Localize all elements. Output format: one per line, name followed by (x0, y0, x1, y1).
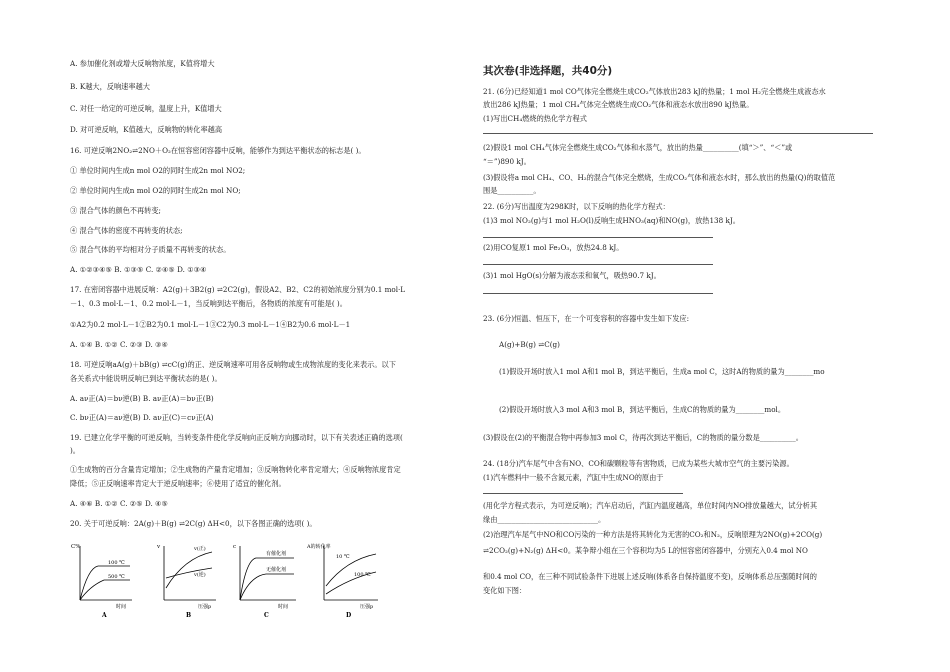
text-line: (3)1 mol HgO(s)分解为液态汞和氧气，吸热90.7 kJ。 (483, 271, 661, 280)
fig-b-xlabel: 压强p (198, 604, 212, 610)
text-line: (1)写出CH₄燃烧的热化学方程式 (483, 114, 587, 123)
answer-options: A. aν正(A)＝bν逆(B) B. aν正(A)＝bν正(B) (70, 394, 214, 403)
answer-blank (483, 485, 683, 497)
text-line: 缘由____________________________。 (483, 515, 606, 524)
fig-a-ylabel: C% (71, 544, 81, 550)
answer-blank (483, 285, 713, 297)
answer-options: A. ④⑥ B. ①② C. ②⑤ D. ④⑤ (70, 499, 168, 508)
fig-d-xlabel: 压强p (360, 604, 374, 610)
figure-c (230, 538, 305, 618)
question-20: 20. 关于可逆反响：2A(g)＋B(g) ⇌2C(g) ΔH<0，以下各图正确的选项( )。 (70, 519, 317, 528)
text-line: ② 单位时间内生成n mol O2的同时生成2n mol NO; (70, 186, 241, 195)
text-line: A. 参加催化剂或增大反响物浓度，K值将增大 (70, 59, 215, 68)
text-line: ⇌2CO₂(g)+N₂(g) ΔH<0。某争辩小组在三个容积均为5 L的恒容密闭容器中，分别充入0.4 mol NO (483, 546, 808, 555)
text-line: 放出286 kJ热量；1 mol CH₄气体完全燃烧生成CO₂气体和液态水放出890 kJ热量。 (483, 100, 754, 109)
fig-d-t2: 100 ℃ (354, 572, 371, 578)
text-line: (1)3 mol NO₂(g)与1 mol H₂O(l)反响生成HNO₃(aq)和NO(g)，放热138 kJ。 (483, 216, 740, 225)
fig-c-ylabel: c (233, 544, 237, 550)
text-line: B. K越大，反响速率越大 (70, 82, 150, 91)
figure-b (154, 538, 224, 618)
text-line: ① 单位时间内生成n mol O2的同时生成2n mol NO2; (70, 166, 246, 175)
fig-b-ylabel: v (157, 544, 161, 550)
fig-a-xlabel: 时间 (116, 604, 127, 610)
text-line: (2)假设开场时放入3 mol A和3 mol B，到达平衡后，生成C的物质的量为________mol。 (499, 405, 786, 414)
answer-blank (483, 229, 713, 241)
question-17: 17. 在密闭容器中进展反响：A2(g)＋3B2(g) ⇌2C2(g)，假设A2、B2、C2的初始浓度分别为0.1 mol·L (70, 285, 406, 294)
fig-d-t1: 10 ℃ (336, 554, 350, 560)
text-line: (3)假设在(2)的平衡混合物中再参加3 mol C，待再次到达平衡后，C的物质的量分数是__________。 (483, 433, 803, 442)
answer-blank (483, 125, 873, 137)
figure-d (306, 538, 386, 618)
answer-options: A. ①④ B. ①② C. ②③ D. ③④ (70, 340, 168, 349)
answer-options: A. ①②③④⑤ B. ①③⑤ C. ②④⑤ D. ①③④ (70, 265, 207, 274)
text-line: (用化学方程式表示，为可逆反响)；汽车启动后，汽缸内温度越高，单位时间内NO排放量越大，试分析其 (483, 501, 818, 510)
text-line: (2)用CO复原1 mol Fe₂O₃，放热24.8 kJ。 (483, 243, 624, 252)
text-line: (2)假设1 mol CH₄气体完全燃烧生成CO₂气体和水蒸气，放出的热量__________(填“＞”、“＜”或 (483, 143, 793, 152)
fig-c-xlabel: 时间 (278, 604, 289, 610)
equation: A(g)+B(g) ⇌C(g) (499, 340, 560, 349)
text-line: －1、0.3 mol·L－1、0.2 mol·L－1，当反响到达平衡后，各物质的浓度有可能是( )。 (70, 299, 347, 308)
question-21: 21. (6分)已经知道1 mol CO气体完全燃烧生成CO₂气体放出283 kJ的热量；1 mol H₂完全燃烧生成液态水 (483, 87, 826, 96)
text-line: (1)汽车燃料中一般不含氮元素，汽缸中生成NO的原由于 (483, 473, 664, 482)
fig-a-t1: 100 ℃ (108, 560, 125, 566)
answer-options: C. bν正(A)＝aν逆(B) D. aν正(C)＝cν正(A) (70, 413, 214, 422)
text-line: (3)假设将a mol CH₄、CO、H₂的混合气体完全燃烧，生成CO₂气体和液态水时，那么放出的热量(Q)的取值范 (483, 173, 836, 182)
question-16: 16. 可逆反响2NO₂⇌2NO＋O₂在恒容密闭容器中反响，能够作为到达平衡状态的标志是( )。 (70, 146, 366, 155)
text-line: ①A2为0.2 mol·L－1②B2为0.1 mol·L－1③C2为0.3 mol·L－1④B2为0.6 mol·L－1 (70, 320, 351, 329)
fig-c-label: C (264, 612, 269, 618)
text-line: (2)治理汽车尾气中NO和CO污染的一种方法是将其转化为无害的CO₂和N₂，反响原理为2NO(g)+2CO(g) (483, 530, 823, 539)
fig-d-label: D (346, 612, 352, 618)
question-22: 22. (6分)写出温度为298K时，以下反响的热化学方程式： (483, 202, 670, 211)
text-line: 围是__________。 (483, 186, 541, 195)
text-line: 变化如下图： (483, 586, 527, 595)
fig-a-t2: 500 ℃ (108, 574, 125, 580)
section-title: 其次卷(非选择题，共40分) (483, 65, 613, 77)
fig-b-v2: v(逆) (194, 572, 206, 578)
figure-a (70, 538, 140, 618)
text-line: D. 对可逆反响，K值越大，反响物的转化率越高 (70, 125, 223, 134)
text-line: )。 (70, 446, 80, 455)
question-23: 23. (6分)恒温、恒压下，在一个可变容积的容器中发生如下发应: (483, 314, 690, 323)
text-line: C. 对任一给定的可逆反响，温度上升，K值增大 (70, 104, 222, 113)
text-line: 各关系式中能说明反响已到达平衡状态的是( )。 (70, 374, 222, 383)
text-line: (1)假设开场时放入1 mol A和1 mol B，到达平衡后，生成a mol C，这时A的物质的量为________mo (499, 367, 825, 376)
question-20-figures (70, 538, 462, 628)
fig-a-label: A (102, 612, 107, 618)
question-18: 18. 可逆反响aA(g)＋bB(g) ⇌cC(g)的正、逆反响速率可用各反响物或生成物浓度的变化来表示。以下 (70, 360, 396, 369)
fig-b-label: B (186, 612, 192, 618)
text-line: ⑤ 混合气体的平均相对分子质量不再转变的状态。 (70, 245, 231, 254)
fig-b-v1: v(正) (194, 546, 206, 552)
text-line: 降低；⑤正反响速率肯定大于逆反响速率；⑥使用了适宜的催化剂。 (70, 479, 286, 488)
question-24: 24. (18分)汽车尾气中含有NO、CO和碳颗粒等有害物质，已成为某些大城市空气的主要污染源。 (483, 459, 794, 468)
text-line: ④ 混合气体的密度不再转变的状态; (70, 226, 183, 235)
question-19: 19. 已建立化学平衡的可逆反响，当转变条件使化学反响向正反响方向挪动时，以下有关表述正确的选项( (70, 433, 403, 442)
text-line: 和0.4 mol CO，在三种不同试验条件下进展上述反响(体系各自保持温度不变)，反响体系总压强随时间的 (483, 572, 817, 581)
text-line: ①生成物的百分含量肯定增加；②生成物的产量肯定增加；③反响物转化率肯定增大；④反响物浓度肯定 (70, 465, 401, 474)
fig-c-c2: 无催化剂 (266, 567, 287, 573)
fig-d-ylabel: A的转化率 (307, 544, 331, 550)
fig-c-c1: 有催化剂 (266, 551, 287, 557)
text-line: “＝”)890 kJ。 (483, 157, 531, 166)
text-line: ③ 混合气体的颜色不再转变; (70, 206, 161, 215)
answer-blank (483, 256, 713, 268)
